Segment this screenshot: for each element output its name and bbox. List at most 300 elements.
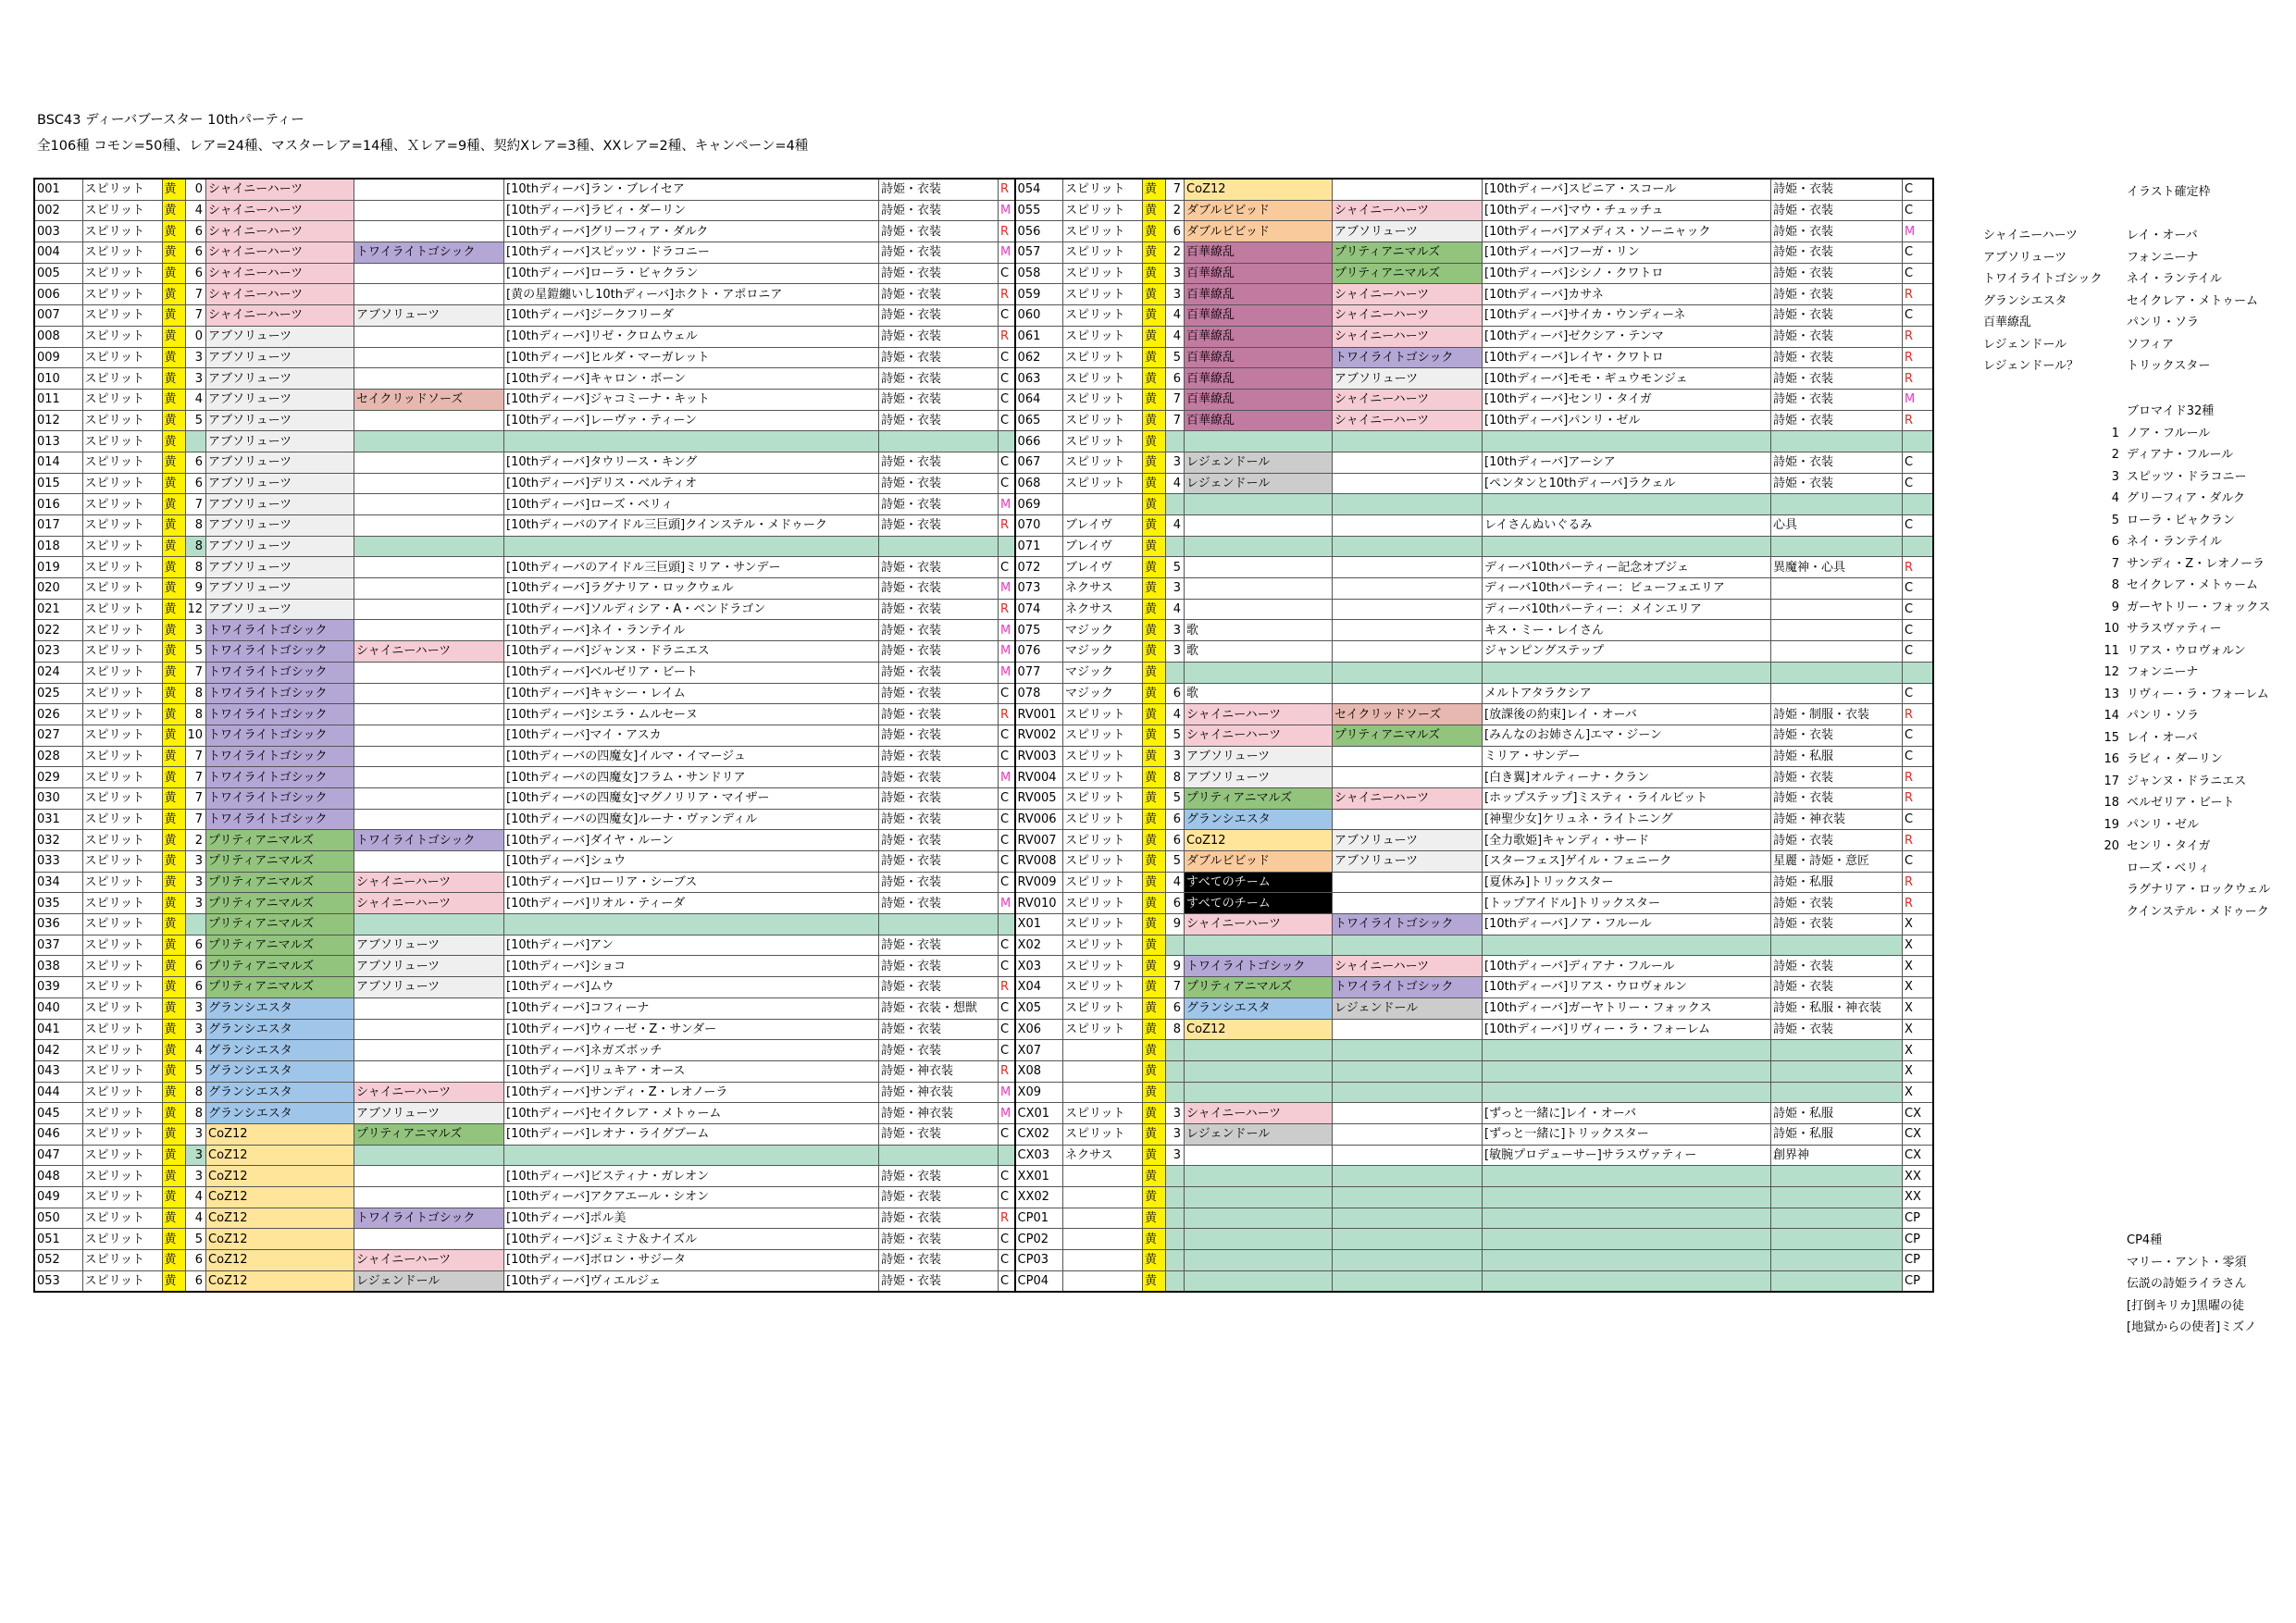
cell-num: 076	[1015, 641, 1063, 663]
cell-rarity: C	[1903, 641, 1933, 663]
cell-name: ディーバ10thパーティー：ビューフェエリア	[1483, 578, 1771, 600]
cell-num: 003	[34, 221, 82, 242]
cell-name: [10thディーバ]キャシー・レイム	[504, 683, 879, 704]
cell-cost: 4	[1166, 515, 1185, 537]
cell-family: 詩姫・衣装	[1771, 410, 1903, 431]
cell-family: 詩姫・衣装	[879, 662, 999, 683]
cell-type: スピリット	[82, 683, 162, 704]
cell-type: スピリット	[1063, 872, 1143, 893]
cell-cost: 3	[185, 1123, 206, 1145]
cell-color: 黄	[162, 179, 185, 200]
cell-cost	[1166, 1082, 1185, 1103]
cell-rarity: R	[999, 284, 1015, 305]
cell-rarity: C	[1903, 578, 1933, 600]
cell-cost: 3	[185, 368, 206, 390]
cell-cost: 7	[185, 746, 206, 767]
cell-family: 詩姫・衣装	[879, 347, 999, 368]
cell-team: レジェンドール	[1185, 452, 1333, 473]
cell-cost	[1166, 1040, 1185, 1061]
cell-name	[1483, 1166, 1771, 1187]
cell-color: 黄	[1143, 284, 1166, 305]
cell-team2	[354, 767, 504, 788]
cell-rarity: C	[1903, 452, 1933, 473]
cell-type: マジック	[1063, 683, 1143, 704]
cell-cost: 7	[185, 787, 206, 809]
cell-color: 黄	[162, 1060, 185, 1082]
cell-cost	[1166, 662, 1185, 683]
cell-team2	[354, 662, 504, 683]
cell-color: 黄	[162, 326, 185, 347]
cell-type: スピリット	[82, 410, 162, 431]
cell-type: スピリット	[82, 1123, 162, 1145]
cell-cost: 3	[185, 872, 206, 893]
cell-cost	[1166, 1187, 1185, 1208]
cell-type: スピリット	[82, 872, 162, 893]
cell-rarity	[1903, 431, 1933, 452]
cell-rarity: C	[999, 263, 1015, 284]
cell-team2: アブソリューツ	[1333, 221, 1483, 242]
cell-team: プリティアニマルズ	[206, 935, 354, 956]
cell-team2	[354, 704, 504, 725]
bromide-item: 4 グリーフィア・ダルク	[2111, 491, 2246, 505]
cell-name: [10thディーバ]コフィーナ	[504, 997, 879, 1019]
cell-team: 百華繚乱	[1185, 326, 1333, 347]
cell-cost: 7	[1166, 977, 1185, 998]
cell-type: スピリット	[1063, 284, 1143, 305]
cell-family	[1771, 620, 1903, 641]
cell-color: 黄	[1143, 1082, 1166, 1103]
cell-rarity: X	[1903, 935, 1933, 956]
card-list-table	[33, 178, 1934, 1293]
cell-family: 詩姫・私服	[1771, 872, 1903, 893]
cell-type	[1063, 1270, 1143, 1292]
document-title: BSC43 ディーバブースター 10thパーティー	[37, 113, 304, 128]
cell-team: 百華繚乱	[1185, 242, 1333, 264]
cell-team: トワイライトゴシック	[206, 725, 354, 746]
cell-num: X04	[1015, 977, 1063, 998]
cell-num: 041	[34, 1019, 82, 1040]
cell-rarity: R	[999, 221, 1015, 242]
cell-family: 詩姫・衣装	[879, 935, 999, 956]
cell-rarity: R	[1903, 893, 1933, 914]
cell-team2: シャイニーハーツ	[1333, 956, 1483, 977]
cell-team: すべてのチーム	[1185, 872, 1333, 893]
cell-cost: 4	[1166, 599, 1185, 620]
cell-color: 黄	[1143, 851, 1166, 873]
cell-color: 黄	[1143, 787, 1166, 809]
cell-family: 詩姫・衣装	[1771, 977, 1903, 998]
cell-team	[1185, 1082, 1333, 1103]
cell-type: スピリット	[1063, 746, 1143, 767]
cell-cost: 2	[1166, 200, 1185, 221]
cell-cost: 7	[185, 662, 206, 683]
cell-cost: 8	[1166, 1019, 1185, 1040]
cell-name: [10thディーバ]リュキア・オース	[504, 1060, 879, 1082]
cell-color: 黄	[1143, 1270, 1166, 1292]
cell-color: 黄	[1143, 704, 1166, 725]
cell-team	[1185, 1270, 1333, 1292]
cell-family: 詩姫・衣装	[1771, 242, 1903, 264]
cell-cost: 3	[1166, 578, 1185, 600]
cell-family: 異魔神・心具	[1771, 557, 1903, 578]
cell-family: 詩姫・衣装	[879, 515, 999, 537]
cell-num: X09	[1015, 1082, 1063, 1103]
cell-family: 詩姫・衣装	[1771, 263, 1903, 284]
cell-team: トワイライトゴシック	[206, 746, 354, 767]
cell-color: 黄	[162, 200, 185, 221]
cell-color: 黄	[162, 389, 185, 410]
cell-type: スピリット	[82, 305, 162, 327]
cell-family: 詩姫・衣装	[879, 830, 999, 851]
cell-cost: 6	[185, 452, 206, 473]
cell-color: 黄	[162, 997, 185, 1019]
cell-cost: 3	[185, 851, 206, 873]
cell-type: スピリット	[82, 1187, 162, 1208]
bromide-item: 17 ジャンヌ・ドラニエス	[2104, 774, 2247, 788]
cell-team2: シャイニーハーツ	[354, 1082, 504, 1103]
cell-type: スピリット	[82, 1040, 162, 1061]
cell-cost: 3	[185, 1019, 206, 1040]
cell-num: 053	[34, 1270, 82, 1292]
cell-num: 019	[34, 557, 82, 578]
cell-team2: プリティアニマルズ	[1333, 725, 1483, 746]
cell-color: 黄	[1143, 305, 1166, 327]
cell-team2	[1333, 872, 1483, 893]
cell-rarity: R	[999, 977, 1015, 998]
cell-rarity	[999, 914, 1015, 935]
cell-rarity	[999, 536, 1015, 557]
illust-confirmed-item: レジェンドール ソフィア	[1983, 337, 2174, 352]
cell-rarity: M	[999, 242, 1015, 264]
cell-type: スピリット	[82, 620, 162, 641]
cell-rarity: M	[1903, 221, 1933, 242]
cell-name: [10thディーバの四魔女]フラム・サンドリア	[504, 767, 879, 788]
cell-team: グランシエスタ	[206, 1019, 354, 1040]
cell-color: 黄	[162, 221, 185, 242]
cell-cost: 6	[185, 242, 206, 264]
cell-team2: シャイニーハーツ	[1333, 326, 1483, 347]
cell-team: トワイライトゴシック	[206, 620, 354, 641]
cell-cost: 5	[185, 410, 206, 431]
cell-team2	[354, 410, 504, 431]
cell-team2: シャイニーハーツ	[354, 641, 504, 663]
cell-rarity: C	[999, 1019, 1015, 1040]
cell-rarity: CP	[1903, 1208, 1933, 1229]
cell-family	[879, 1145, 999, 1166]
cell-family: 詩姫・衣装	[1771, 893, 1903, 914]
cell-rarity: R	[1903, 347, 1933, 368]
cell-name: [10thディーバ]ガーヤトリー・フォックス	[1483, 997, 1771, 1019]
illust-confirmed-item: アブソリューツ フォンニーナ	[1983, 250, 2199, 265]
cell-num: 032	[34, 830, 82, 851]
cell-team: CoZ12	[206, 1250, 354, 1271]
cp-header: CP4種	[2127, 1233, 2163, 1247]
bromide-item: 16 ラビィ・ダーリン	[2104, 752, 2223, 766]
table-row	[34, 683, 1933, 704]
table-row	[34, 1082, 1933, 1103]
cell-name: [10thディーバ]ソルディシア・A・ベンドラゴン	[504, 599, 879, 620]
cell-team2	[1333, 1229, 1483, 1250]
cell-team: アブソリューツ	[206, 578, 354, 600]
cell-name: [10thディーバ]カサネ	[1483, 284, 1771, 305]
cell-color: 黄	[162, 704, 185, 725]
cell-team2	[354, 1040, 504, 1061]
cell-color: 黄	[162, 1040, 185, 1061]
cell-color: 黄	[162, 914, 185, 935]
cell-type: スピリット	[82, 704, 162, 725]
cell-team: 百華繚乱	[1185, 410, 1333, 431]
cell-team: グランシエスタ	[1185, 809, 1333, 830]
cell-num: 073	[1015, 578, 1063, 600]
cell-family: 詩姫・衣装	[879, 746, 999, 767]
cell-color: 黄	[1143, 1166, 1166, 1187]
cell-family: 詩姫・衣装	[879, 683, 999, 704]
cell-rarity: M	[999, 200, 1015, 221]
cell-name: メルトアタラクシア	[1483, 683, 1771, 704]
cell-color: 黄	[1143, 1187, 1166, 1208]
cell-team: シャイニーハーツ	[206, 242, 354, 264]
cell-num: CX03	[1015, 1145, 1063, 1166]
cell-color: 黄	[1143, 662, 1166, 683]
cell-color: 黄	[1143, 893, 1166, 914]
cell-name: [ペンタンと10thディーバ]ラクェル	[1483, 473, 1771, 494]
cell-rarity: M	[999, 1082, 1015, 1103]
cell-rarity: C	[1903, 809, 1933, 830]
cell-name: [黄の星鎧纏いし10thディーバ]ホクト・アポロニア	[504, 284, 879, 305]
cell-type: スピリット	[1063, 347, 1143, 368]
cell-num: CP04	[1015, 1270, 1063, 1292]
cell-family: 詩姫・衣装	[879, 851, 999, 873]
cell-color: 黄	[162, 1103, 185, 1124]
cell-team	[1185, 1250, 1333, 1271]
cell-cost: 4	[1166, 326, 1185, 347]
table-row	[34, 851, 1933, 873]
cell-color: 黄	[1143, 956, 1166, 977]
cell-num: 023	[34, 641, 82, 663]
cell-team2	[1333, 578, 1483, 600]
table-row	[34, 830, 1933, 851]
cell-team2: レジェンドール	[354, 1270, 504, 1292]
table-row	[34, 494, 1933, 515]
cell-team: トワイライトゴシック	[206, 704, 354, 725]
cell-color: 黄	[1143, 368, 1166, 390]
cell-team: CoZ12	[206, 1187, 354, 1208]
cell-type: スピリット	[1063, 179, 1143, 200]
table-row	[34, 893, 1933, 914]
cell-team: シャイニーハーツ	[206, 179, 354, 200]
cell-name	[1483, 1250, 1771, 1271]
cell-team: アブソリューツ	[206, 473, 354, 494]
cell-family: 詩姫・衣装	[879, 767, 999, 788]
cell-num: CX02	[1015, 1123, 1063, 1145]
cell-team2	[1333, 1187, 1483, 1208]
cell-team: シャイニーハーツ	[1185, 725, 1333, 746]
cell-rarity: M	[999, 494, 1015, 515]
table-row	[34, 263, 1933, 284]
cell-team2: アブソリューツ	[1333, 830, 1483, 851]
bromide-item: 20 センリ・タイガ	[2104, 839, 2211, 853]
cell-team: プリティアニマルズ	[1185, 977, 1333, 998]
cell-cost: 3	[185, 1145, 206, 1166]
cell-rarity: R	[999, 1208, 1015, 1229]
cell-name: [10thディーバ]ローズ・ベリィ	[504, 494, 879, 515]
cell-color: 黄	[162, 305, 185, 327]
cell-team2	[354, 284, 504, 305]
cell-color: 黄	[1143, 200, 1166, 221]
cell-family: 詩姫・衣装	[1771, 200, 1903, 221]
cell-rarity: CX	[1903, 1145, 1933, 1166]
cell-team: 百華繚乱	[1185, 263, 1333, 284]
cell-color: 黄	[1143, 1060, 1166, 1082]
cell-color: 黄	[1143, 431, 1166, 452]
cell-team: グランシエスタ	[206, 1082, 354, 1103]
cell-rarity: X	[1903, 977, 1933, 998]
table-row	[34, 599, 1933, 620]
cell-team2	[354, 599, 504, 620]
cell-team2	[1333, 1082, 1483, 1103]
cell-team2	[354, 1229, 504, 1250]
cell-color: 黄	[162, 368, 185, 390]
cell-num: XX02	[1015, 1187, 1063, 1208]
cell-num: X06	[1015, 1019, 1063, 1040]
cell-cost: 7	[1166, 179, 1185, 200]
cell-family: 詩姫・衣装	[879, 1040, 999, 1061]
cell-num: RV003	[1015, 746, 1063, 767]
cell-name: [10thディーバ]ビスティナ・ガレオン	[504, 1166, 879, 1187]
cell-name: [10thディーバ]ゼクシア・テンマ	[1483, 326, 1771, 347]
cell-team2	[354, 914, 504, 935]
cell-team: アブソリューツ	[206, 557, 354, 578]
cell-num: RV007	[1015, 830, 1063, 851]
cell-team: トワイライトゴシック	[206, 787, 354, 809]
cell-name: [10thディーバの四魔女]マグノリリア・マイザー	[504, 787, 879, 809]
cell-team	[1185, 578, 1333, 600]
cell-num: 040	[34, 997, 82, 1019]
cell-team: すべてのチーム	[1185, 893, 1333, 914]
cell-color: 黄	[162, 1019, 185, 1040]
cp-item: マリー・アント・零須	[2127, 1255, 2247, 1270]
cell-color: 黄	[1143, 221, 1166, 242]
cell-num: 075	[1015, 620, 1063, 641]
cell-num: 012	[34, 410, 82, 431]
table-row	[34, 662, 1933, 683]
cell-type: スピリット	[82, 997, 162, 1019]
cell-num: 031	[34, 809, 82, 830]
cell-name: [10thディーバ]ラン・ブレイセア	[504, 179, 879, 200]
cell-rarity: C	[999, 787, 1015, 809]
cell-num: 063	[1015, 368, 1063, 390]
cell-team	[1185, 1166, 1333, 1187]
cell-type: スピリット	[1063, 389, 1143, 410]
cell-name: [10thディーバ]ラグナリア・ロックウェル	[504, 578, 879, 600]
cell-color: 黄	[162, 599, 185, 620]
cell-team: アブソリューツ	[206, 515, 354, 537]
cell-family: 詩姫・衣装	[879, 620, 999, 641]
cell-team2	[1333, 809, 1483, 830]
cell-team2	[354, 1187, 504, 1208]
table-row	[34, 1250, 1933, 1271]
table-row	[34, 305, 1933, 327]
table-row	[34, 725, 1933, 746]
cell-name	[1483, 1040, 1771, 1061]
cell-rarity: C	[999, 473, 1015, 494]
cell-color: 黄	[162, 767, 185, 788]
cell-rarity: X	[1903, 914, 1933, 935]
cell-type: スピリット	[82, 368, 162, 390]
cell-num: 058	[1015, 263, 1063, 284]
cell-num: 042	[34, 1040, 82, 1061]
table-row	[34, 347, 1933, 368]
table-row	[34, 1208, 1933, 1229]
cell-cost: 4	[1166, 704, 1185, 725]
cell-team2	[354, 536, 504, 557]
cell-num: 048	[34, 1166, 82, 1187]
cell-name: [10thディーバ]サンディ・Z・レオノーラ	[504, 1082, 879, 1103]
cell-family: 詩姫・衣装	[879, 179, 999, 200]
cell-team2: アブソリューツ	[354, 956, 504, 977]
cell-cost: 3	[185, 347, 206, 368]
cell-family: 詩姫・衣装	[879, 872, 999, 893]
cell-team: プリティアニマルズ	[206, 851, 354, 873]
table-row	[34, 431, 1933, 452]
cell-team2	[1333, 557, 1483, 578]
cell-num: 060	[1015, 305, 1063, 327]
table-row	[34, 1229, 1933, 1250]
cell-name: [10thディーバ]リゼ・クロムウェル	[504, 326, 879, 347]
cell-family: 詩姫・衣装	[879, 284, 999, 305]
cell-rarity: CP	[1903, 1229, 1933, 1250]
bromide-item: 3 スピッツ・ドラコニー	[2111, 469, 2247, 484]
cell-num: RV008	[1015, 851, 1063, 873]
cell-type: スピリット	[82, 452, 162, 473]
cell-color: 黄	[162, 725, 185, 746]
cell-family: 詩姫・衣装	[879, 725, 999, 746]
cell-type: スピリット	[82, 557, 162, 578]
cell-team2	[354, 431, 504, 452]
cell-color: 黄	[1143, 242, 1166, 264]
cell-family: 詩姫・衣装	[879, 242, 999, 264]
cell-name: [10thディーバ]シシノ・クワトロ	[1483, 263, 1771, 284]
cell-num: X08	[1015, 1060, 1063, 1082]
cell-team2: アブソリューツ	[1333, 851, 1483, 873]
illust-confirmed-item: シャイニーハーツ レイ・オーバ	[1983, 229, 2198, 242]
cell-type	[1063, 1208, 1143, 1229]
cell-family: 詩姫・衣装	[1771, 389, 1903, 410]
table-row	[34, 787, 1933, 809]
cell-cost: 8	[185, 1082, 206, 1103]
cell-family: 詩姫・衣装	[879, 1123, 999, 1145]
cell-family: 詩姫・衣装	[879, 389, 999, 410]
cell-team: グランシエスタ	[206, 1040, 354, 1061]
cell-name: [10thディーバ]ヴィエルジェ	[504, 1270, 879, 1292]
cell-type: スピリット	[82, 1166, 162, 1187]
cell-team	[1185, 431, 1333, 452]
cp-item: [地獄からの使者]ミズノ	[2127, 1320, 2257, 1334]
cell-color: 黄	[1143, 389, 1166, 410]
cell-family: 詩姫・衣装	[1771, 179, 1903, 200]
cell-cost: 6	[1166, 830, 1185, 851]
cell-team2: セイクリッドソーズ	[1333, 704, 1483, 725]
cell-family: 詩姫・衣装	[879, 494, 999, 515]
cell-team: CoZ12	[206, 1123, 354, 1145]
cell-team2	[1333, 620, 1483, 641]
cell-family	[1771, 599, 1903, 620]
cell-type: スピリット	[82, 851, 162, 873]
cell-family: 詩姫・衣装	[879, 221, 999, 242]
cell-family	[1771, 641, 1903, 663]
cell-family: 詩姫・衣装	[879, 452, 999, 473]
table-row	[34, 809, 1933, 830]
